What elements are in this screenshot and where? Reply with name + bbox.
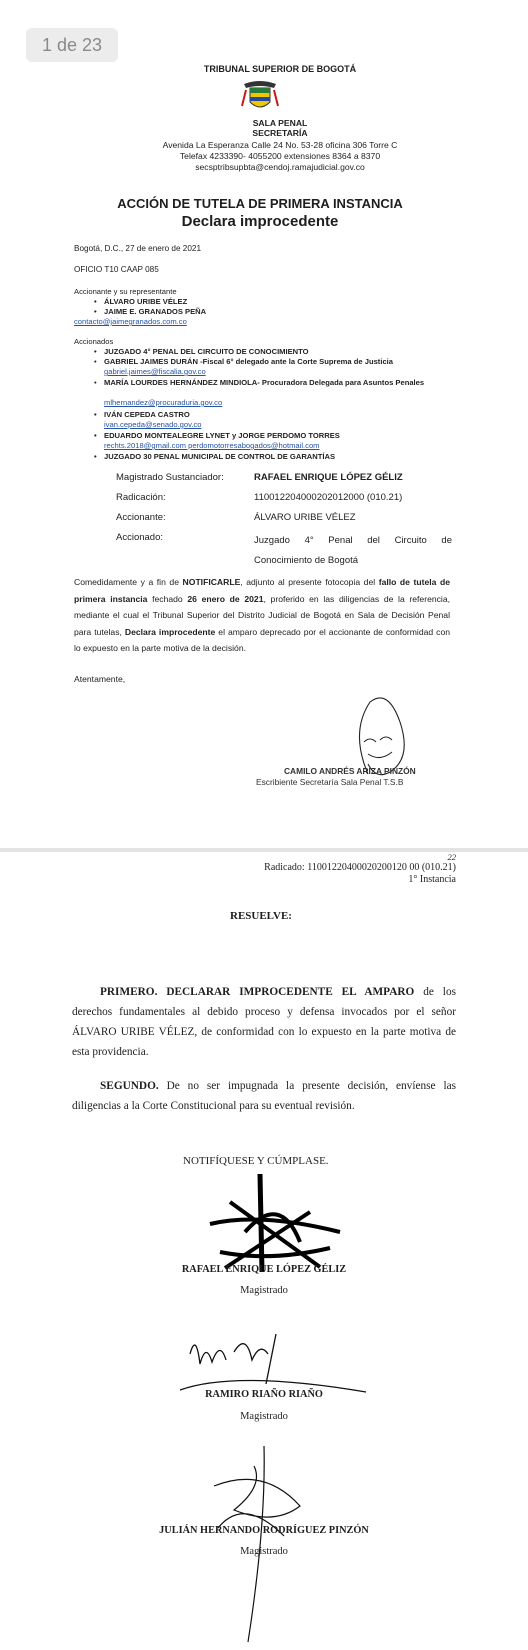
document-title: ACCIÓN DE TUTELA DE PRIMERA INSTANCIA — [117, 196, 403, 211]
accionante-label: Accionante y su representante — [74, 287, 177, 296]
signer-title: Escribiente Secretaría Sala Penal T.S.B — [256, 777, 404, 787]
oficio-number: OFICIO T10 CAAP 085 — [74, 265, 159, 274]
accionado-email-link[interactable]: mlhernandez@procuraduria.gov.co — [104, 398, 223, 407]
closing-text: Atentamente, — [74, 674, 126, 684]
accionado-item: • IVÁN CEPEDA CASTRO — [104, 410, 190, 421]
table-label: Accionante: — [116, 512, 166, 523]
sala-penal: SALA PENAL — [252, 118, 308, 128]
primero-paragraph: PRIMERO. DECLARAR IMPROCEDENTE EL AMPARO de los derechos fundamentales al debido proceso y defensa invocados por el señor ÁLVARO URIBE VÉLEZ, de conformidad con lo expuesto en la parte motiva de esta providencia. — [72, 986, 456, 1058]
accionado-item: • JUZGADO 4° PENAL DEL CIRCUITO DE CONOCIMIENTO — [104, 347, 309, 358]
accionados-label: Accionados — [74, 337, 114, 346]
signatory-name: RAFAEL ENRIQUE LÓPEZ GÉLIZ — [181, 1264, 347, 1275]
notifiquese-text: NOTIFÍQUESE Y CÚMPLASE. — [183, 1155, 329, 1167]
accionante-item: • ÁLVARO URIBE VÉLEZ — [104, 297, 187, 308]
table-row — [116, 511, 452, 531]
table-label: Accionado: — [116, 532, 164, 543]
table-row — [116, 531, 452, 571]
accionado-item: • MARÍA LOURDES HERNÁNDEZ MINDIOLA- Procuradora Delegada para Asuntos Penales — [104, 378, 444, 388]
court-email: secsptribsupbta@cendoj.ramajudicial.gov.co — [195, 162, 365, 172]
radicado-header: Radicado: 11001220400020200120 00 (010.21) — [264, 862, 456, 873]
signatory-role: Magistrado — [240, 1411, 288, 1422]
table-row — [116, 491, 452, 511]
accionado-item: • JUZGADO 30 PENAL MUNICIPAL DE CONTROL DE GARANTÍAS — [104, 452, 335, 463]
table-label: Magistrado Sustanciador: — [116, 472, 224, 483]
signer-name: CAMILO ANDRÉS ARIZA PINZÓN — [284, 766, 416, 776]
signatory-role: Magistrado — [240, 1285, 288, 1296]
table-value: Juzgado 4° Penal del Circuito de Conocimiento de Bogotá — [254, 535, 452, 566]
document-page-2 — [0, 852, 528, 1650]
accionado-email-link[interactable]: rechts.2018@gmail.com perdomotorresabogados@hotmail.com — [104, 441, 320, 450]
page-indicator[interactable]: 1 de 23 — [26, 28, 118, 62]
notification-paragraph: Comedidamente y a fin de NOTIFICARLE, adjunto al presente fotocopia del fallo de tutela de primera instancia fechado 26 enero de 2021, proferido en las diligencias de la referencia, mediante el cual el Tribunal Superior del Distrito Judicial de Bogotá en Sala de Decisión Penal para tutelas, Declara improcedente el amparo deprecado por el accionante de conformidad con lo expuesto en la parte motiva de la decisión. — [74, 577, 451, 653]
accionado-email-link[interactable]: gabriel.jaimes@fiscalia.gov.co — [104, 367, 206, 376]
segundo-paragraph: SEGUNDO. De no ser impugnada la presente decisión, envíense las diligencias a la Corte Constitucional para su eventual revisión. — [72, 1080, 456, 1112]
resuelve-heading: RESUELVE: — [230, 910, 292, 922]
document-date: Bogotá, D.C., 27 de enero de 2021 — [74, 244, 201, 253]
document-subtitle: Declara improcedente — [181, 213, 339, 230]
case-info-table — [116, 471, 452, 571]
accionado-item: • GABRIEL JAIMES DURÁN -Fiscal 6° delegado ante la Corte Suprema de Justicia — [104, 357, 444, 368]
signatory-name: JULIÁN HERNANDO RODRÍGUEZ PINZÓN — [159, 1525, 369, 1536]
table-value: RAFAEL ENRIQUE LÓPEZ GÉLIZ — [254, 472, 403, 483]
court-phones: Telefax 4233390- 4055200 extensiones 8364 a 8370 — [179, 151, 381, 161]
table-value: 110012204000202012000 (010.21) — [254, 492, 403, 503]
signatory-name: RAMIRO RIAÑO RIAÑO — [205, 1389, 323, 1400]
instancia-header: 1° Instancia — [408, 874, 456, 885]
court-address: Avenida La Esperanza Calle 24 No. 53-28 oficina 306 Torre C — [162, 140, 398, 150]
table-label: Radicación: — [116, 492, 166, 503]
coat-of-arms-icon — [240, 76, 280, 116]
accionado-email-link[interactable]: ivan.cepeda@senado.gov.co — [104, 420, 202, 429]
court-name: TRIBUNAL SUPERIOR DE BOGOTÁ — [203, 64, 357, 74]
page-number: 22 — [447, 852, 456, 862]
accionante-item: • JAIME E. GRANADOS PEÑA — [104, 307, 206, 318]
secretaria: SECRETARÍA — [252, 128, 308, 138]
table-row — [116, 471, 452, 491]
table-value: ÁLVARO URIBE VÉLEZ — [254, 512, 356, 523]
accionante-email-link[interactable]: contacto@jaimegranados.com.co — [74, 317, 187, 326]
accionado-item: • EDUARDO MONTEALEGRE LYNET y JORGE PERDOMO TORRES — [104, 431, 340, 442]
signatory-role: Magistrado — [240, 1546, 288, 1557]
